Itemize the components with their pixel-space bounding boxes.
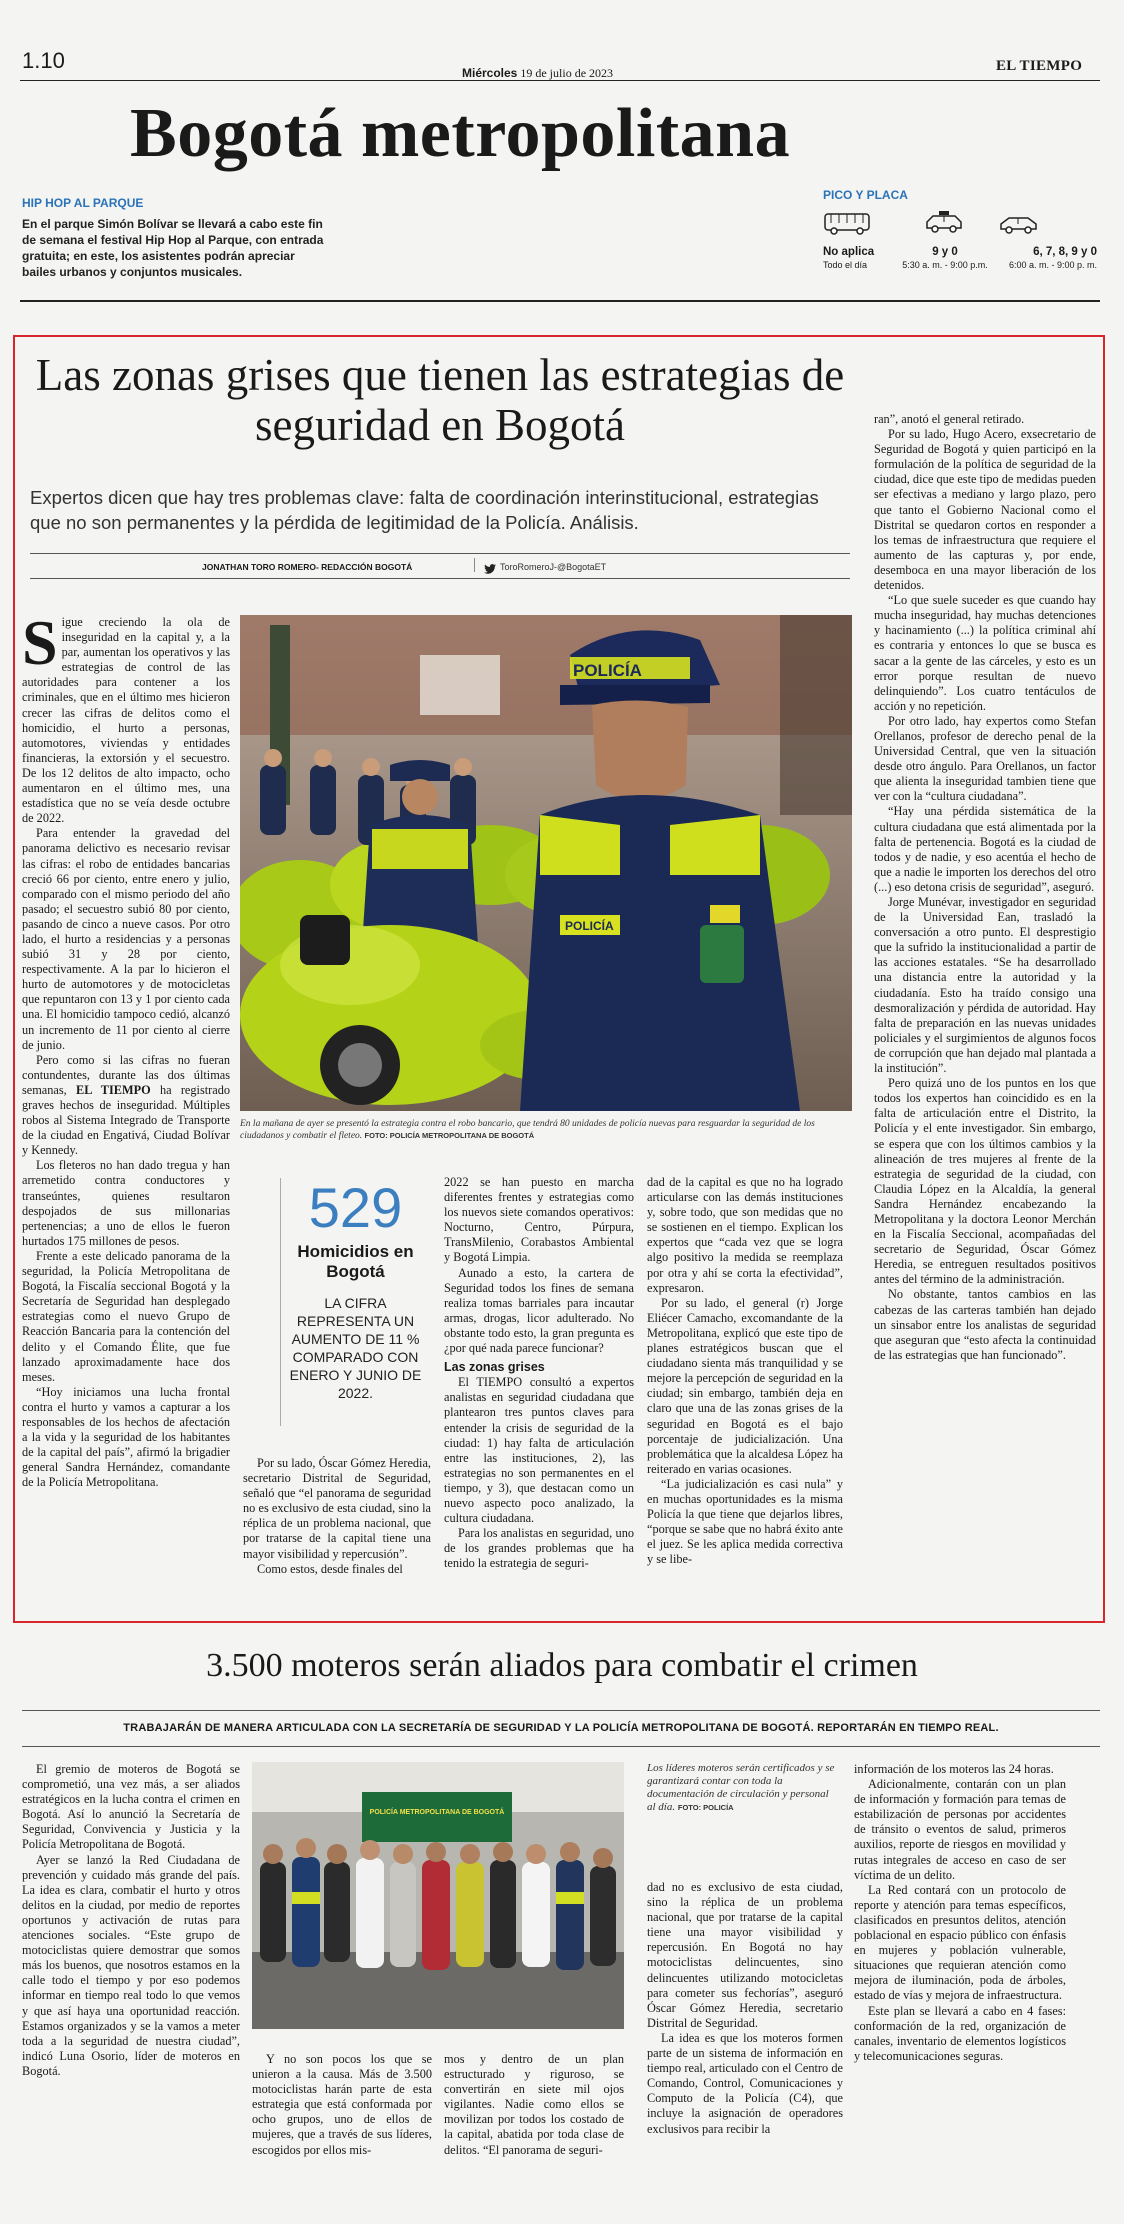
main-col5-p8: No obstante, tantos cambios en las cabezas de las carteras también han dejado un sinsabor entre los analistas de seguridad que aseguran que “esto afecta la continuidad de las estrategias que han funcionado”.: [874, 1287, 1096, 1362]
brief-kicker: HIP HOP AL PARQUE: [22, 196, 144, 210]
date-rest: 19 de julio de 2023: [520, 66, 614, 80]
masthead-logo: EL TIEMPO: [996, 58, 1083, 74]
main-col5-p5: “Hay una pérdida sistemática de la cultura ciudadana que está alimentada por la falta de pertenencia. Bogotá es la ciudad de todos y de nadie, y eso acentúa el hecho de que a nadie le importen los derechos del otro (...) eso detona crisis de seguridad”, aseguró.: [874, 804, 1096, 894]
section-title: Bogotá metropolitana: [130, 95, 791, 172]
pico-car-main: 6, 7, 8, 9 y 0: [1033, 246, 1097, 258]
main-headline: Las zonas grises que tienen las estrategias de seguridad en Bogotá: [35, 350, 845, 450]
main-col1-p1: Sigue creciendo la ola de inseguridad en la capital y, a la par, aumentan los operativos y las estrategias de control de las autoridades para contener a los criminales, que en el último mes hicieron crecer las cifras de delitos como el homicidio, el hurto a personas, automotores, viviendas y entidades financieras, la extorsión y el secuestro. De los 12 delitos de alto impacto, ocho aumentaron en el último mes, una estadística que no se veía desde octubre de 2022.: [22, 607, 230, 826]
main-col-4: [647, 1175, 843, 1567]
second-col4-p2: La idea es que los moteros formen parte de un sistema de información en tiempo real, articulado con el Centro de Comando, Control, Comunicaciones y Computo de la Policía (C4), que incluye la asignación de operadores exclusivos para recibir la: [647, 2030, 843, 2136]
main-col4-p3: “La judicialización es casi nula” y en muchas oportunidades es la misma Policía la que tiene que dejarlos libres, “porque se sabe que no habrá éxito ante el juez. Se les aplica medida correctiva y se libe-: [647, 1476, 843, 1567]
second-headline: 3.500 moteros serán aliados para combatir el crimen: [206, 1647, 918, 1684]
pico-placa-box: [823, 206, 1097, 276]
second-col1-p1: El gremio de moteros de Bogotá se comprometió, una vez más, a ser aliados estratégicos en la lucha contra el crimen en Bogotá. Así lo anunció la Secretaría de Seguridad, Convivencia y Justicia y la Policía Metropolitana de Bogotá.: [22, 1762, 240, 1852]
second-col5-p1: información de los moteros las 24 horas.: [854, 1762, 1054, 1776]
page-number: 1.10: [22, 48, 65, 73]
taxi-icon: [923, 210, 965, 234]
second-col-4: [647, 1880, 843, 2137]
second-col-3: [444, 2052, 624, 2158]
main-caption-credit: FOTO: POLICÍA METROPOLITANA DE BOGOTÁ: [364, 1131, 535, 1140]
pico-bus-main: No aplica: [823, 246, 875, 258]
pico-bus-sub: Todo el día: [823, 260, 868, 270]
second-photo: [252, 1762, 624, 2029]
second-col5-p2: Adicionalmente, contarán con un plan de información y formación para temas de estabilización de personas por accidentes de tránsito o eventos de salud, primeros auxilios, reporte de riesgos en movilidad y rutas integrales de acceso en caso de ser víctima de un delito.: [854, 1777, 1066, 1882]
vest-cap-text: POLICÍA: [573, 661, 642, 680]
main-photo: [240, 615, 852, 1111]
second-col-1: [22, 1762, 240, 2079]
main-col5-p3: “Lo que suele suceder es que cuando hay mucha inseguridad, hay muchas detenciones y hacinamiento (...) la política criminal ahí es contraria y entonces lo que se busca es sacar a la gente de las cárceles, y esto es un error porque resultan de nuevo delinquiendo”. Los cuatro tentáculos de acción y no repetición.: [874, 593, 1096, 713]
second-col5-p3: La Red contará con un protocolo de reporte y atención para temas específicos, clasificados en presuntos delitos, atención poblacional en espacio público con énfasis en mujeres y población vulnerable, situaciones que requieran atención como mejora de iluminación, poda de árboles, estado de vías y mejora de infraestructura.: [854, 1882, 1066, 2003]
main-caption-text: En la mañana de ayer se presentó la estrategia contra el robo bancario, que tendrá 80 unidades de policía nuevas para resguardar la seguridad de los ciudadanos y combatir el fleteo.: [240, 1119, 815, 1141]
main-col-2: [243, 1456, 431, 1577]
main-col3-subhead: Las zonas grises: [444, 1360, 545, 1375]
main-photo-caption: [240, 1118, 852, 1142]
pico-car-sub: 6:00 a. m. - 9:00 p. m.: [1008, 260, 1097, 270]
header-bottom-rule: [20, 300, 1100, 302]
header-rule: [20, 80, 1100, 81]
stat-text: LA CIFRA REPRESENTA UN AUMENTO DE 11 % COMPARADO CON ENERO Y JUNIO DE 2022.: [289, 1295, 422, 1401]
pico-placa-title: PICO Y PLACA: [823, 188, 908, 202]
twitter-icon: [484, 561, 496, 571]
main-col5-p7: Pero quizá uno de los puntos en los que todos los expertos han coincidido es en la falta de articulación entre el Distrito, la Policía y el ente investigador. Sin embargo, se espera que con los últimos cambios y la alineación de tres mujeres al frente de la estrategia de seguridad de la ciudad, con Claudia López en la Alcaldía, la general Sandra Hernández encabezando la Metropolitana y la doctora Leonor Merchán en la Fiscalía Seccional, acompañadas del secretario de Seguridad, Óscar Gómez Heredia, se entreguen resultados positivos antes del término de la administración.: [874, 1076, 1096, 1287]
pico-taxi-sub: 5:30 a. m. - 9:00 p.m.: [902, 260, 988, 270]
main-col-5: [874, 412, 1096, 1363]
main-col3-p2: Aunado a esto, la cartera de Seguridad todos los fines de semana realiza tomas barriales para incautar armas, drogas, licor adulterado. No obstante todo esto, la gran pregunta es ¿por qué nada parece funcionar?: [444, 1265, 634, 1356]
second-col-5: [854, 1762, 1066, 2064]
second-col1-p2: Ayer se lanzó la Red Ciudadana de prevención y cuidado más grande del país. La idea es clara, combatir el hurto y otros delitos en la ciudad, por medio de reportes oportunos y activación de rutas para atenciones sociales. “Este grupo de motociclistas quiere demostrar que somos más los buenos, que nosotros estamos en la calle todo el tiempo y por eso podemos informar en tiempo real todo lo que vemos y que así haya una oportunidad reacción. Estamos organizados y se la vamos a meter toda a la seguridad de nuestra ciudad”, indicó Luna Osorio, líder de moteros en Bogotá.: [22, 1852, 240, 2078]
second-col5-p4: Este plan se llevará a cabo en 4 fases: conformación de la red, organización de canales, inventario de elementos logísticos y telecomunicaciones seguras.: [854, 2003, 1066, 2063]
second-col-2: [252, 2052, 432, 2158]
pico-taxi-main: 9 y 0: [932, 246, 958, 258]
main-col5-p1: ran”, anotó el general retirado.: [874, 412, 1025, 426]
main-col4-p2: Por su lado, el general (r) Jorge Eliécer Camacho, excomandante de la Metropolitana, explicó que este tipo de planes estratégicos buscan que el ciudadano sienta más tranquilidad y se mejore la percepción de seguridad en la ciudad; sin embargo, también deja en claro que una de las zonas grises de la seguridad en Bogotá es el bajo porcentaje de judicialización. Una problemática que la alcaldesa López ha reiterado en varias ocasiones.: [647, 1295, 843, 1476]
main-col-3: [444, 1175, 634, 1571]
main-col1-p2: Para entender la gravedad del panorama delictivo es necesario revisar las cifras: el robo de entidades bancarias creció 66 por ciento, entre enero y julio, comparado con el mismo periodo del año pasado; el secuestro subió 80 por ciento, pasando de cinco a nueve casos. Por otro lado, el hurto a residencias y a personas subió 31 y 28 por ciento, respectivamente. A la par lo hicieron el hurto de automotores y de motocicletas que repuntaron con 13 y 1 por ciento cada una. El homicidio tampoco cedió, alcanzó un incremento de 11 por ciento al cierre de junio.: [22, 826, 230, 1052]
byline-twitter: ToroRomeroJ-@BogotaET: [500, 562, 607, 572]
stat-box: [280, 1178, 430, 1426]
main-col1-p6: “Hoy iniciamos una lucha frontal contra el hurto y vamos a capturar a los responsables de los hechos de afectación a la vida y la seguridad de los habitantes de la capital del país”, afirmó la brigadier general Sandra Hernández, comandante de la Policía Metropolitana.: [22, 1384, 230, 1490]
second-dek: TRABAJARÁN DE MANERA ARTICULADA CON LA SECRETARÍA DE SEGURIDAD Y LA POLICÍA METROPOLITANA DE BOGOTÁ. REPORTARÁN EN TIEMPO REAL.: [123, 1722, 999, 1734]
main-col1-p4: Los fleteros no han dado tregua y han arremetido contra conductores y transeúntes, quienes resultaron despojados de sus millonarias pertenencias; a uno de ellos le fueron hurtados 175 millones de pesos.: [22, 1158, 230, 1248]
main-col1-p5: Frente a este delicado panorama de la seguridad, la Policía Metropolitana de Bogotá, la Fiscalía seccional Bogotá y la Secretaría de Seguridad han desplegado estrategias como el nuevo Grupo de Reacción Bancaria para la contención del delito y el Comando Élite, que fue lanzado aproximadamente hace dos meses.: [22, 1248, 230, 1384]
main-col4-p1: dad de la capital es que no ha logrado articularse con las demás instituciones y, sobre todo, que son medidas que no se sostienen en el tiempo. Explican los expertos que “cada vez que se logra algo positivo la medida se reemplaza por otra y ahí se corta la efectividad”, expresaron.: [647, 1175, 843, 1295]
stat-label: Homicidios en Bogotá: [297, 1242, 414, 1281]
byline: JONATHAN TORO ROMERO- REDACCIÓN BOGOTÁ: [202, 562, 413, 572]
main-col5-p2: Por su lado, Hugo Acero, exsecretario de Seguridad de Bogotá y quien participó en la formulación de la política de seguridad de la ciudad, dice que este tipo de medidas pueden ser efectivas a mediano y largo plazo, pero que tanto el Gobierno Nacional como el Distrital se quedaron cortos en responder a los temas de infraestructura que requiere el aumento de las capturas y, por ende, desemboca en una mayor liberación de los detenidos.: [874, 427, 1096, 593]
second-col4-p1: dad no es exclusivo de esta ciudad, sino la réplica de un problema nacional, que por tratarse de la capital tiene una mayor visibilidad y repercusión. En Bogotá no hay motociclistas delincuentes, sino delincuentes utilizando motocicletas para cometer sus fechorías”, aseguró Óscar Gómez Heredia, secretario Distrital de Seguridad.: [647, 1880, 843, 2030]
main-col2-p2: Como estos, desde finales del: [257, 1561, 403, 1576]
byline-rule-bottom: [30, 578, 850, 579]
second-caption-credit: FOTO: POLICÍA: [677, 1803, 734, 1812]
main-col3-p4: Para los analistas en seguridad, uno de los grandes problemas que ha tenido la estrategia de seguri-: [444, 1526, 634, 1571]
photo-banner-text: POLICÍA METROPOLITANA DE BOGOTÁ: [369, 1809, 505, 1816]
car-icon: [998, 214, 1040, 236]
second-rule-bottom: [22, 1746, 1100, 1747]
main-col5-p6: Jorge Munévar, investigador en seguridad de la Universidad Ean, trasladó la conversación a otro punto. El desprestigio que la sufrido la institucionalidad a partir de las acciones estatales. “Se ha desarrollado una distancia entre la autoridad y la ciudadanía. Esto ha traído consigo una desmoralización y pérdida de autoridad. Hay falta de preparación en las nuevas unidades policiales y el surgimientos de algunos focos de corrupción que han dejado mal plantada a la institución”.: [874, 895, 1096, 1076]
drop-cap: S: [22, 607, 58, 678]
main-col3-p1: 2022 se han puesto en marcha diferentes frentes y estrategias como los nuevos siete comandos operativos: Nocturno, Centro, Púrpura, TransMilenio, Corabastos Ambiental y Bogotá Limpia.: [444, 1175, 634, 1265]
second-col2-p1: Y no son pocos los que se unieron a la causa. Más de 3.500 motociclistas harán parte de esta estrategia que está conformada por ocho grupos, uno de ellos de mujeres, que a través de sus líderes, escogidos por ellos mis-: [252, 2052, 432, 2157]
main-col2-p1: Por su lado, Óscar Gómez Heredia, secretario Distrital de Seguridad, señaló que “el panorama de seguridad no es exclusivo de esta ciudad, sino la réplica de un problema nacional, que por tratarse de la capital tiene una mayor visibilidad y repercusión”.: [243, 1456, 431, 1561]
stat-number: 529: [308, 1176, 403, 1239]
date-day: Miércoles: [462, 66, 518, 80]
main-col-1: [22, 607, 231, 1490]
main-col3-p3: El TIEMPO consultó a expertos analistas en seguridad ciudadana que plantearon tres puntos claves para entender la crisis de seguridad de la ciudad: 1) hay falta de articulación entre las instituciones, 2), las estrategias no son permanentes en el tiempo, y 3), que destacan como un nuevo aspecto poco analizado, la cultura ciudadana.: [444, 1375, 634, 1526]
second-caption: [647, 1762, 837, 1814]
vest-chest-text: POLICÍA: [565, 919, 614, 933]
main-col1-p3: Pero como si las cifras no fueran contundentes, durante las dos últimas semanas, EL TIEMPO ha registrado graves hechos de inseguridad. Múltiples robos al Sistema Integrado de Transporte de la ciudad en Engativá, Ciudad Bolívar y Kennedy.: [22, 1052, 231, 1158]
byline-divider: [474, 558, 475, 572]
main-col5-p4: Por otro lado, hay expertos como Stefan Orellanos, profesor de derecho penal de la Universidad Central, que ven la situación desde otro ángulo. Para Orellanos, un factor que alienta la inseguridad tambien tiene que ver con la “cultura ciudadana”.: [874, 713, 1096, 804]
second-caption-text: Los líderes moteros serán certificados y se garantizará contar con toda la documentación de circulación y personal al día.: [647, 1762, 835, 1813]
second-rule-top: [22, 1710, 1100, 1711]
bus-icon: [823, 212, 871, 234]
page-date: [462, 66, 613, 81]
brief-text: En el parque Simón Bolívar se llevará a cabo este fin de semana el festival Hip Hop al Parque, con entrada gratuita; en este, los asistentes podrán apreciar bailes urbanos y conjuntos musicales.: [22, 217, 324, 279]
main-dek: Expertos dicen que hay tres problemas clave: falta de coordinación interinstitucional, estrategias que no son permanentes y la pérdida de legitimidad de la Policía. Análisis.: [30, 487, 819, 533]
second-col3-p1: mos y dentro de un plan estructurado y riguroso, se convertirán en siete mil ojos vigilantes. Nadie como ellos se movilizan por todos los costado de la capital, abatida por toda clase de delitos. “El panorama de seguri-: [444, 2052, 624, 2157]
byline-rule: [30, 553, 850, 554]
